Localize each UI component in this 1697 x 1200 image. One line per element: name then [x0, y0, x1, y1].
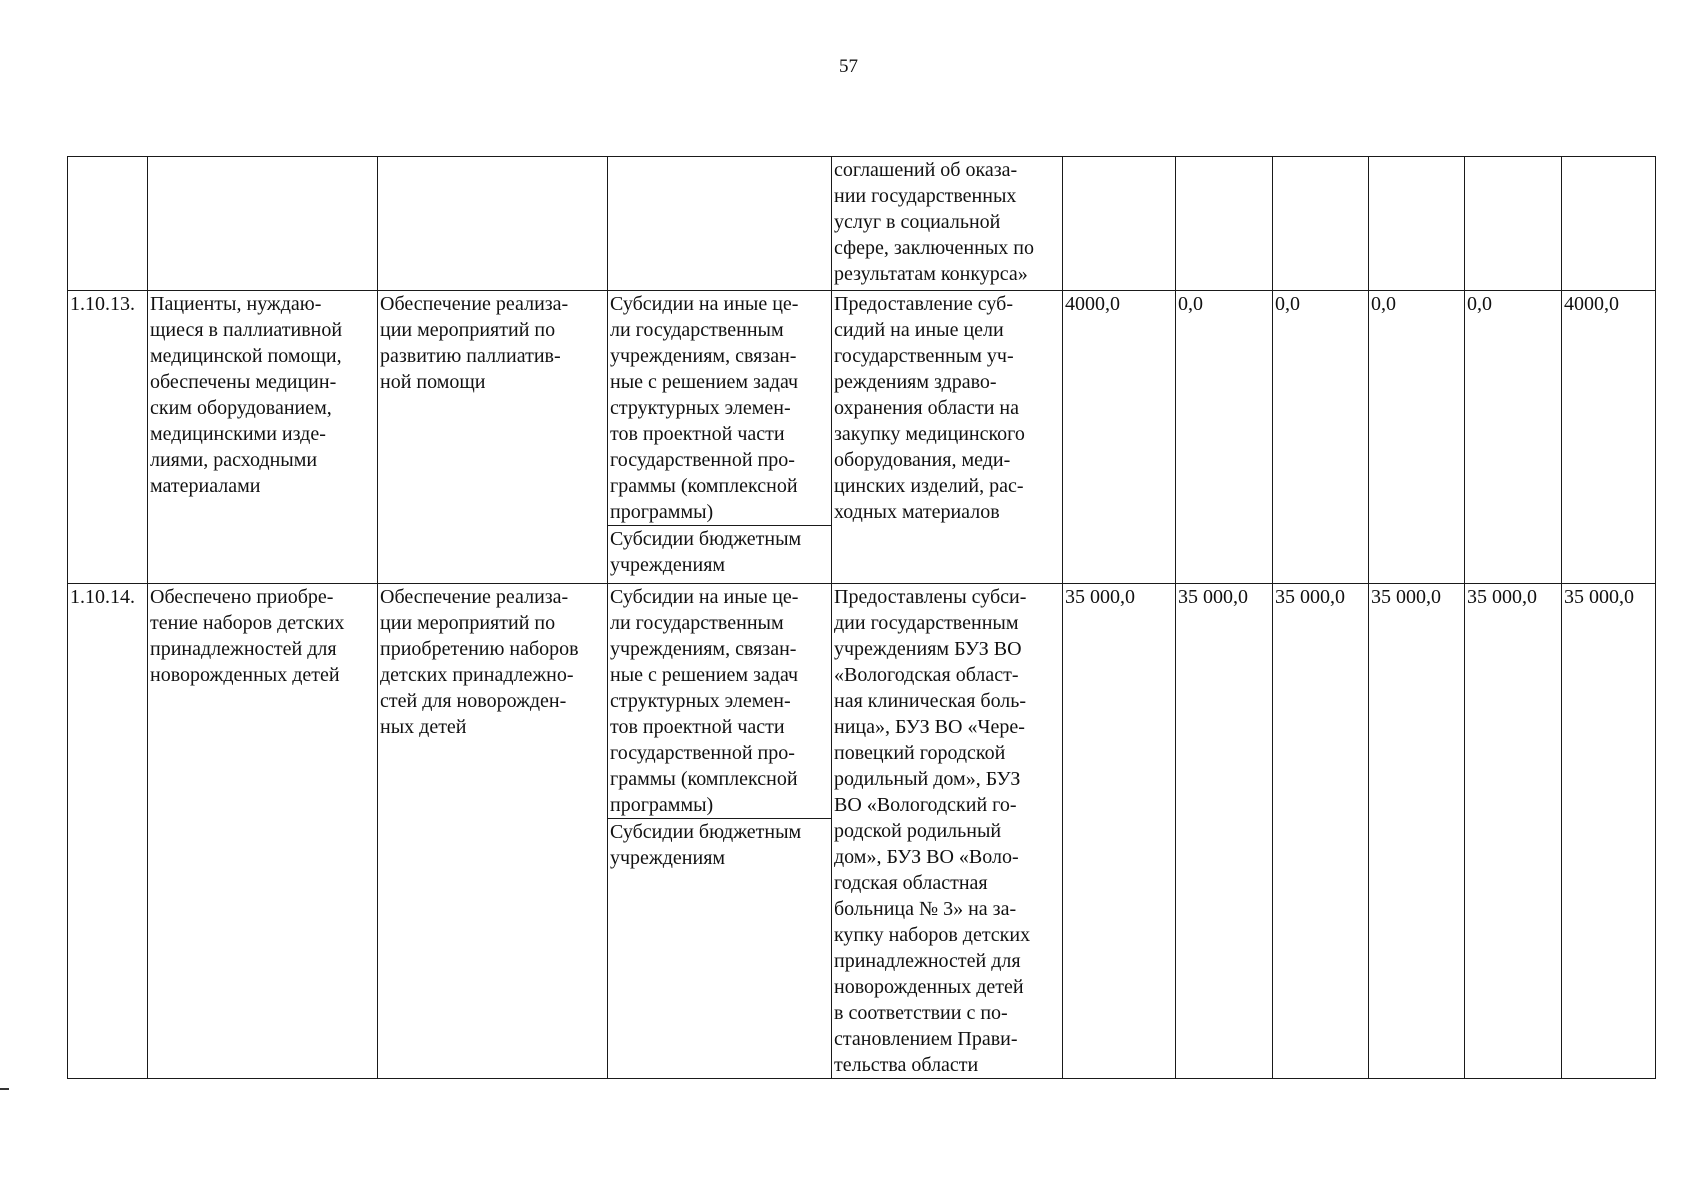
cell-value: 35 000,0: [1369, 584, 1465, 1079]
cell-value: [1273, 157, 1369, 291]
scan-edge-mark: [0, 1088, 9, 1090]
cell-value: 35 000,0: [1063, 584, 1176, 1079]
cell-support-type: Субсидии на иные це- ли государственным учреждениям, связан- ные с решением задач структурных элемен- тов проектной части государственной про- граммы (комплексной программы): [608, 291, 832, 526]
cell-characteristic: Предоставление суб- сидий на иные цели государственным уч- реждениям здраво- охранения области на закупку медицинского оборудования, меди- цинских изделий, рас- ходных материалов: [832, 291, 1063, 584]
cell-event: Обеспечение реализа- ции мероприятий по приобретению наборов детских принадлежно- стей для новорожден- ных детей: [378, 584, 608, 1079]
program-events-table: [67, 156, 1656, 1079]
cell-characteristic: соглашений об оказа- нии государственных услуг в социальной сфере, заключенных по результатам конкурса»: [832, 157, 1063, 291]
cell-value: [1063, 157, 1176, 291]
cell-support-type: Субсидии бюджетным учреждениям: [608, 526, 832, 584]
cell-value: [1465, 157, 1562, 291]
cell-event: [378, 157, 608, 291]
table-row-1-10-13: [68, 291, 1656, 526]
cell-value: [1562, 157, 1656, 291]
cell-value: 4000,0: [1063, 291, 1176, 584]
cell-value: [1369, 157, 1465, 291]
cell-event: Обеспечение реализа- ции мероприятий по развитию паллиатив- ной помощи: [378, 291, 608, 584]
cell-value: 4000,0: [1562, 291, 1656, 584]
cell-support-type: Субсидии бюджетным учреждениям: [608, 819, 832, 1079]
cell-characteristic: Предоставлены субси- дии государственным учреждениям БУЗ ВО «Вологодская област- ная клиническая боль- ница», БУЗ ВО «Чере- повецкий городской родильный дом», БУЗ ВО «Вологодский го- родской родильный дом», БУЗ ВО «Воло- годская областная больница № 3» на за- купку наборов детских принадлежностей для новорожденных детей в соответствии с по- становлением Прави- тельства области: [832, 584, 1063, 1079]
cell-value: 35 000,0: [1562, 584, 1656, 1079]
cell-number: [68, 157, 148, 291]
cell-result: Пациенты, нуждаю- щиеся в паллиативной медицинской помощи, обеспечены медицин- ским оборудованием, медицинскими изде- лиями, расходными материалами: [148, 291, 378, 584]
page-number: 57: [839, 56, 858, 77]
cell-value: 35 000,0: [1273, 584, 1369, 1079]
cell-value: 0,0: [1465, 291, 1562, 584]
cell-support-type: Субсидии на иные це- ли государственным учреждениям, связан- ные с решением задач структурных элемен- тов проектной части государственной про- граммы (комплексной программы): [608, 584, 832, 819]
table-row-1-10-14: [68, 584, 1656, 819]
cell-value: 0,0: [1273, 291, 1369, 584]
table-row-continuation: [68, 157, 1656, 291]
cell-value: 0,0: [1369, 291, 1465, 584]
cell-support-type: [608, 157, 832, 291]
cell-value: [1176, 157, 1273, 291]
cell-result: [148, 157, 378, 291]
cell-value: 0,0: [1176, 291, 1273, 584]
cell-number: 1.10.14.: [68, 584, 148, 1079]
cell-number: 1.10.13.: [68, 291, 148, 584]
cell-value: 35 000,0: [1176, 584, 1273, 1079]
cell-result: Обеспечено приобре- тение наборов детских принадлежностей для новорожденных детей: [148, 584, 378, 1079]
cell-value: 35 000,0: [1465, 584, 1562, 1079]
